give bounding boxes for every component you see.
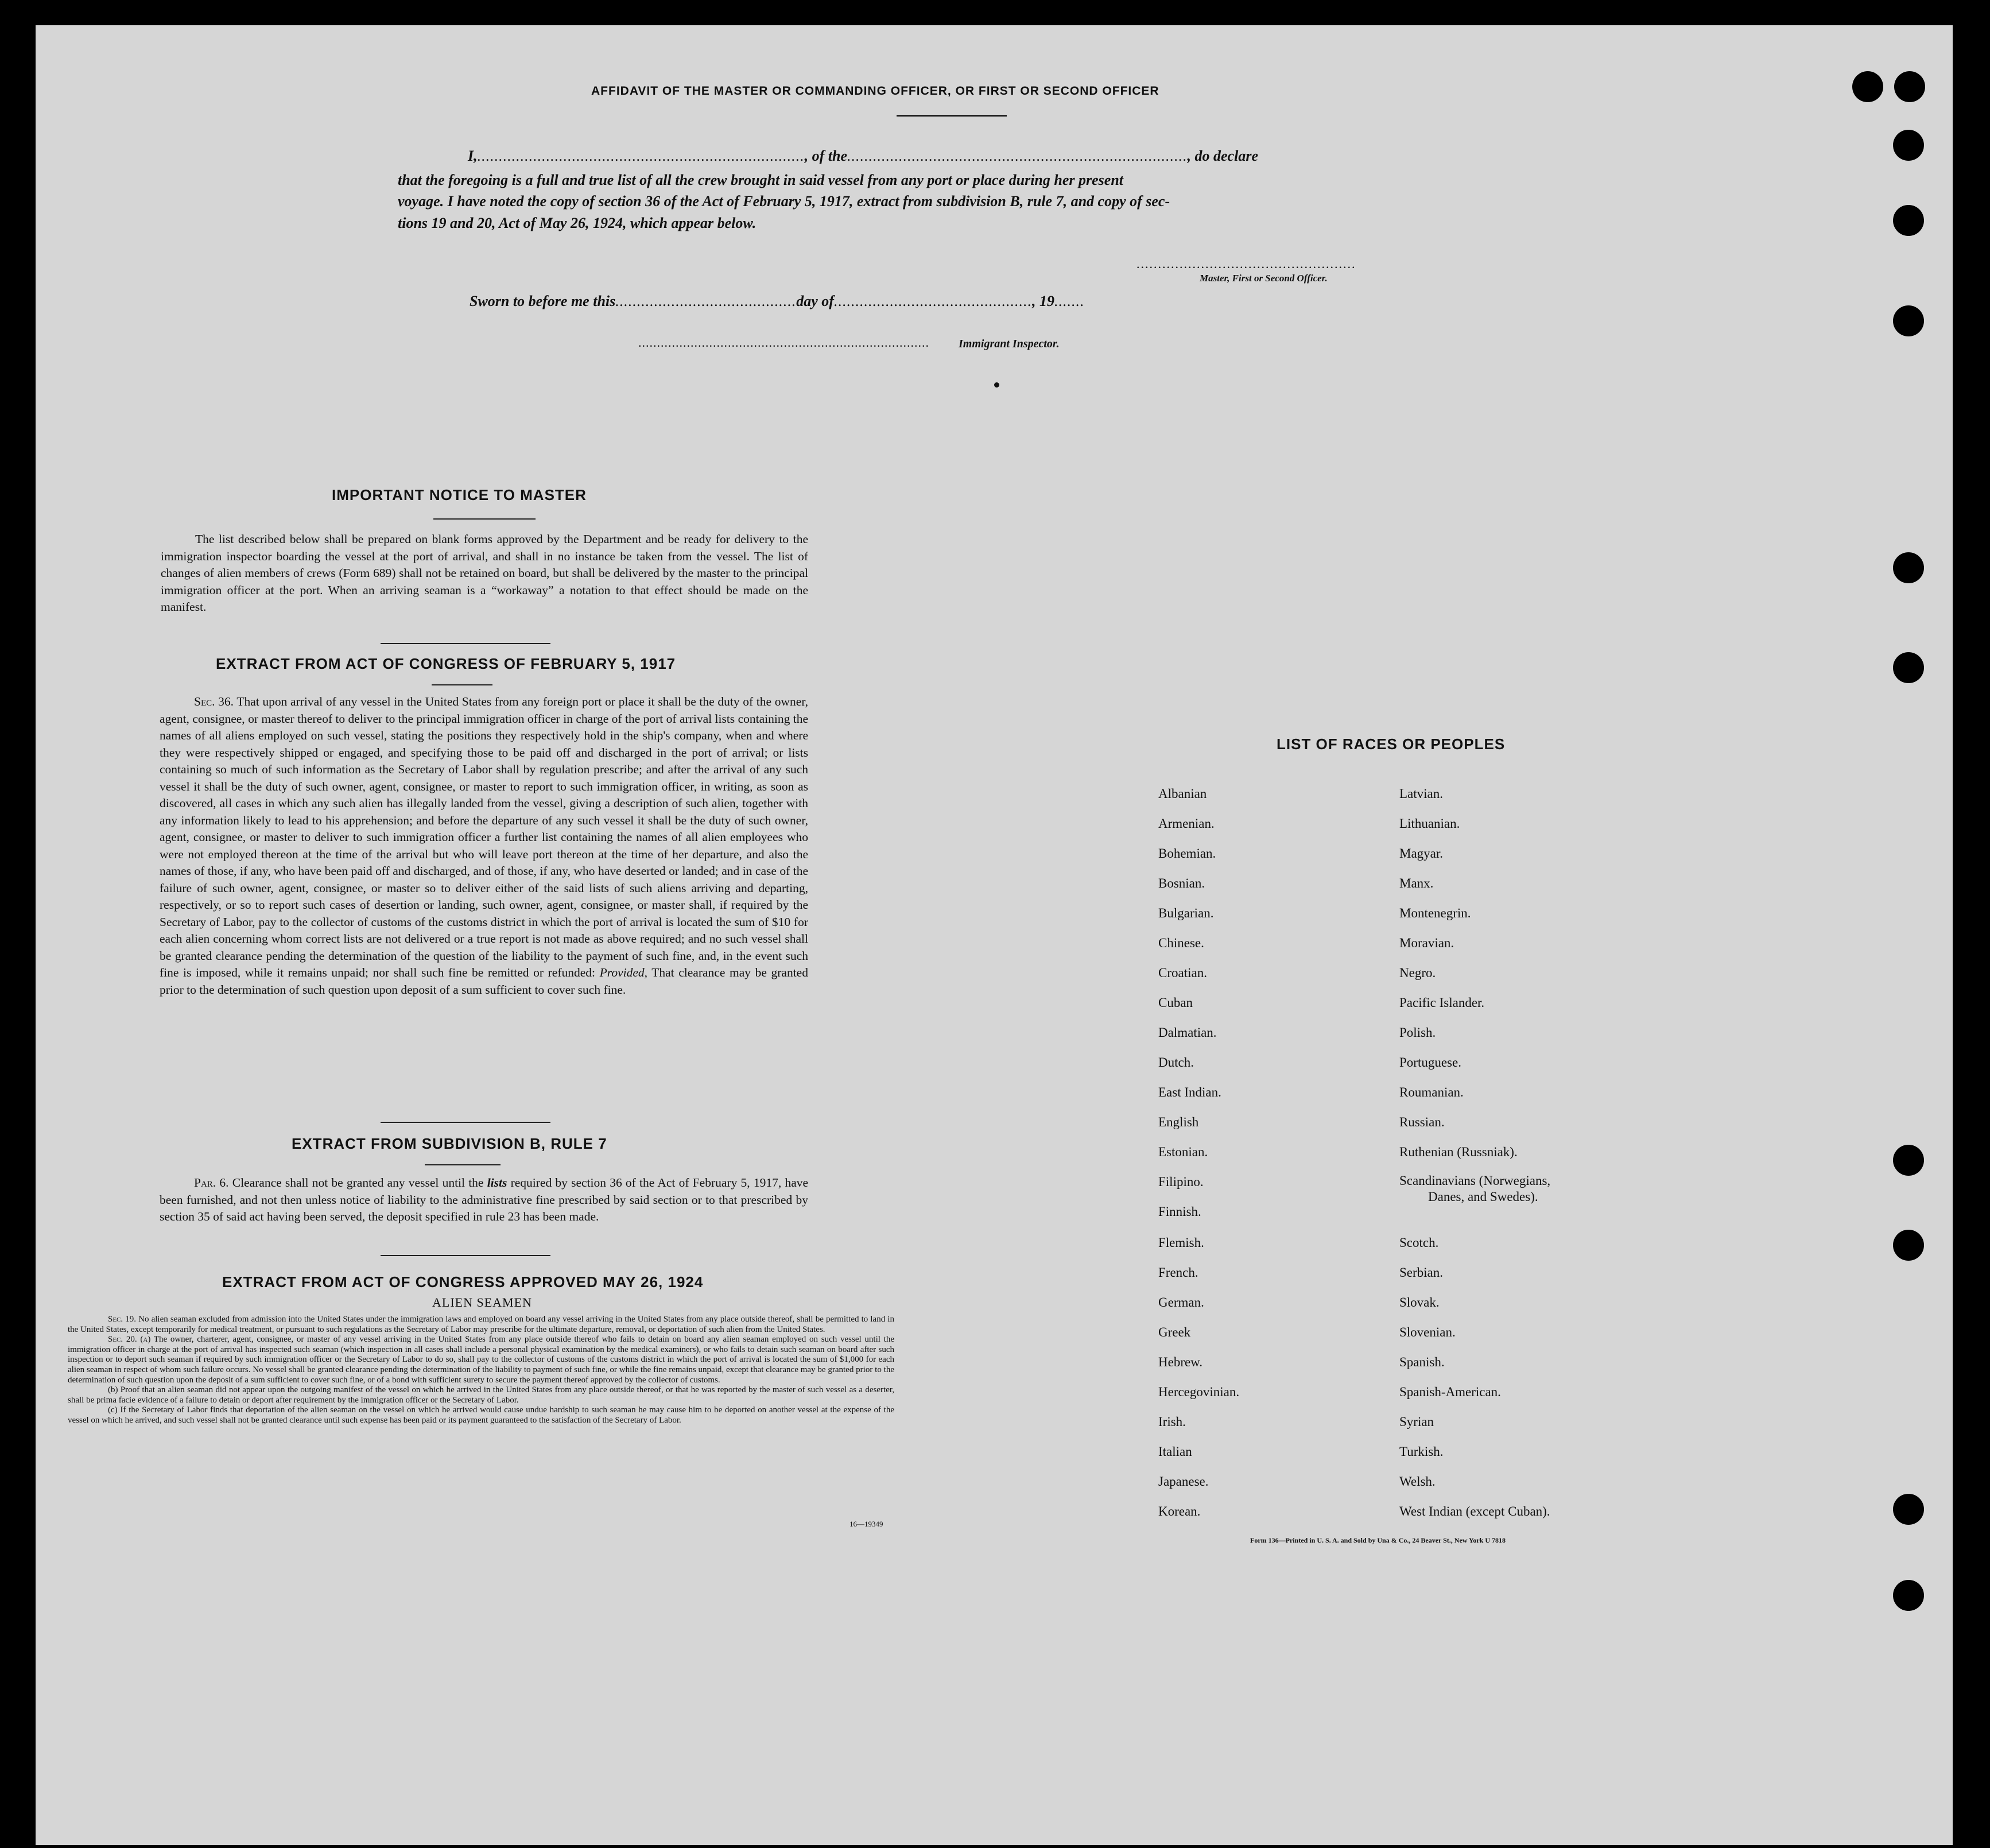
race-item: Flemish. (1158, 1235, 1204, 1250)
inspector-label: Immigrant Inspector. (959, 338, 1060, 350)
affidavit-line-2: that the foregoing is a full and true list of all the crew brought in said vessel from any port or place during her present (398, 172, 1124, 188)
punch-hole (1893, 1230, 1924, 1261)
sec-20b-text: Proof that an alien seaman did not appear upon the outgoing manifest of the vessel on which he arrived in the United States from any place outside thereof, or that he was reported by the master of such vessel as a deserter, shall be prima facie evidence of a failure to detain or deport after requirement by the immigration officer or the Secretary of Labor. (68, 1385, 895, 1405)
race-item: Pacific Islander. (1399, 995, 1485, 1010)
race-item: Slovenian. (1399, 1325, 1456, 1339)
race-item: Japanese. (1158, 1474, 1209, 1489)
race-item: Roumanian. (1399, 1085, 1464, 1099)
section-divider (381, 1122, 550, 1123)
extract-1917-title: EXTRACT FROM ACT OF CONGRESS OF FEBRUARY 5, 1917 (216, 655, 676, 672)
sec-20b-label: (b) (108, 1385, 118, 1395)
race-item: Albanian (1158, 787, 1207, 801)
print-code: 16—19349 (849, 1520, 883, 1528)
subdivision-b-title-rule (425, 1164, 501, 1165)
punch-hole (1894, 71, 1925, 102)
race-item: Danes, and Swedes). (1428, 1190, 1538, 1204)
race-item: English (1158, 1115, 1199, 1129)
affidavit-title: AFFIDAVIT OF THE MASTER OR COMMANDING OFFICER, OR FIRST OR SECOND OFFICER (591, 84, 1159, 98)
race-item: Manx. (1399, 876, 1434, 890)
race-item: Spanish. (1399, 1355, 1445, 1369)
race-item: Italian (1158, 1444, 1192, 1459)
punch-hole (1893, 1494, 1924, 1525)
vessel-name-field[interactable]: ............................................................................... (847, 148, 1188, 164)
extract-1924-body (68, 1315, 894, 1426)
punch-hole (1893, 305, 1924, 336)
sec-20a-paragraph (68, 1335, 894, 1385)
do-declare-label: , do declare (1187, 148, 1258, 164)
lists-word: lists (487, 1176, 507, 1190)
form-footer: Form 136—Printed in U. S. A. and Sold by Una & Co., 24 Beaver St., New York U 7818 (1250, 1536, 1506, 1544)
race-item: Korean. (1158, 1504, 1201, 1518)
sec-20c-text: If the Secretary of Labor finds that deportation of the alien seaman on the vessel on which he arrived would cause undue hardship to such seaman he may cause him to be deported on another vessel at the expense of the vessel on which he arrived, and such vessel shall not be granted clearance until such expense has been paid or its payment guaranteed to the satisfaction of the Secretary of Labor. (68, 1405, 895, 1425)
extract-1917-body (160, 694, 808, 998)
races-title: LIST OF RACES OR PEOPLES (1277, 735, 1506, 753)
race-item: Magyar. (1399, 846, 1444, 861)
affidavit-title-rule (897, 115, 1007, 117)
subdivision-b-body (160, 1175, 808, 1226)
affidavit-line-1 (468, 148, 1258, 165)
sec-20c-label: (c) (108, 1405, 118, 1415)
alien-seamen-subtitle: ALIEN SEAMEN (432, 1295, 532, 1310)
sworn-line (470, 293, 1084, 310)
subdivision-b-title: EXTRACT FROM SUBDIVISION B, RULE 7 (292, 1135, 607, 1152)
race-item: Scandinavians (Norwegians, (1399, 1173, 1551, 1188)
affidavit-line-4: tions 19 and 20, Act of May 26, 1924, which appear below. (398, 215, 757, 231)
race-item: Dutch. (1158, 1055, 1194, 1070)
race-item: Dalmatian. (1158, 1025, 1217, 1040)
race-item: Latvian. (1399, 787, 1443, 801)
sworn-month-field[interactable]: .............................................. (833, 293, 1032, 309)
sec-36-label: Sec. 36. (194, 695, 234, 708)
par-6-label: Par. 6. (194, 1176, 229, 1190)
race-item: Bulgarian. (1158, 906, 1214, 920)
punch-hole (1893, 205, 1924, 236)
race-item: Greek (1158, 1325, 1191, 1339)
provided-label: Provided, (599, 966, 648, 979)
notice-title-rule (433, 518, 536, 520)
race-item: Welsh. (1399, 1474, 1436, 1489)
sworn-day-field[interactable]: .......................................... (615, 293, 797, 309)
extract-1924-title: EXTRACT FROM ACT OF CONGRESS APPROVED MAY 26, 1924 (222, 1273, 704, 1291)
declarant-name-field[interactable]: ............................................................................ (477, 148, 805, 164)
sec-19-label: Sec. 19. (108, 1315, 137, 1324)
affidavit-line-3: voyage. I have noted the copy of section 36 of the Act of February 5, 1917, extract from subdivision B, rule 7, and copy of sec- (398, 193, 1170, 210)
punch-hole (1893, 652, 1924, 683)
race-item: Cuban (1158, 995, 1193, 1010)
race-item: Negro. (1399, 966, 1436, 980)
race-item: Armenian. (1158, 816, 1215, 831)
sworn-label: Sworn to before me this (470, 293, 616, 309)
race-item: Filipino. (1158, 1175, 1204, 1189)
of-the-label: , of the (804, 148, 848, 164)
race-item: Finnish. (1158, 1204, 1201, 1219)
declarant-i: I, (468, 148, 478, 164)
sec-19-paragraph (68, 1315, 894, 1335)
race-item: Russian. (1399, 1115, 1445, 1129)
signature-label: Master, First or Second Officer. (1200, 273, 1328, 284)
race-item: Lithuanian. (1399, 816, 1460, 831)
par-6-text-a: Clearance shall not be granted any vessel until the (232, 1176, 484, 1190)
sec-19-text: No alien seaman excluded from admission into the United States under the immigration laws and employed on board any vessel arriving in the United States from any place outside thereof, shall be permitted to land in the United States, except temporarily for medical treatment, or pursuant to such regulations as the Secretary of Labor may prescribe for the ultimate departure, removal, or deportation of such alien from the United States. (68, 1315, 894, 1334)
race-item: Slovak. (1399, 1295, 1440, 1310)
race-item: East Indian. (1158, 1085, 1221, 1099)
race-item: German. (1158, 1295, 1204, 1310)
par-6-text-b: required by section 36 of the Act of February 5, 1917, have been furnished, and not then unless notice of liability to the administrative fine prescribed by said section or to that prescribed by section 35 of said act having been served, the deposit specified in rule 23 has been made. (160, 1176, 809, 1223)
race-item: Croatian. (1158, 966, 1207, 980)
race-item: Syrian (1399, 1415, 1434, 1429)
section-divider (381, 1255, 550, 1256)
race-item: West Indian (except Cuban). (1399, 1504, 1550, 1518)
sec-20-label: Sec. 20. (a) (108, 1335, 151, 1345)
race-item: Moravian. (1399, 936, 1454, 950)
sec-36-text-end: That clearance may be granted prior to the determination of such question upon deposit of a sum sufficient to cover such fine. (160, 966, 808, 997)
extract-1917-title-rule (432, 684, 492, 685)
race-item: Montenegrin. (1399, 906, 1471, 920)
race-item: Turkish. (1399, 1444, 1444, 1459)
punch-hole (1893, 1580, 1924, 1611)
race-item: Estonian. (1158, 1145, 1208, 1159)
notice-body (161, 531, 808, 616)
sec-20b-paragraph (68, 1385, 894, 1405)
sec-36-text: That upon arrival of any vessel in the United States from any foreign port or place it shall be the duty of the owner, agent, consignee, or master thereof to deliver to the principal immigration officer in charge of the port of arrival lists containing the names of all aliens employed on such vessel, stating the positions they respectively hold in the ship's company, when and where they were respectively shipped or engaged, and specifying those to be paid off and discharged in the port of arrival; or lists containing so much of such information as the Secretary of Labor shall by regulation prescribe; and after the arrival of any such vessel it shall be the duty of such owner, agent, consignee, or master to report to such immigration officer, in writing, as soon as discovered, all cases in which any such alien has illegally landed from the vessel, giving a description of such alien, together with any information likely to lead to his apprehension; and before the departure of any such vessel it shall be the duty of such owner, agent, consignee, or master to deliver to such immigration officer a further list containing the names of all alien employees who were not employed thereon at the time of the arrival but who will leave port thereon at the time of her departure, and also the names of those, if any, who have been paid off and discharged, and of those, if any, who have deserted or landed; and in case of the failure of such owner, agent, consignee, or master so to deliver either of the said lists of such aliens arriving and departing, respectively, or so to report such cases of desertion or landing, such owner, agent, consignee, or master shall, if required by the Secretary of Labor, pay to the collector of customs of the customs district in which the port of arrival is located the sum of $10 for each alien concerning whom correct lists are not delivered or a true report is not made as above required; and no such vessel shall be granted clearance pending the determination of the question of the liability to the payment of such fine, and, in the event such fine is imposed, while it remains unpaid; nor shall such fine be remitted or refunded: (160, 695, 808, 979)
sworn-year-field[interactable]: ....... (1054, 293, 1085, 309)
dot-mark (994, 382, 999, 388)
year-label: , 19 (1031, 293, 1054, 309)
race-item: Hebrew. (1158, 1355, 1203, 1369)
race-item: Scotch. (1399, 1235, 1439, 1250)
race-item: Hercegovinian. (1158, 1385, 1240, 1399)
race-item: Serbian. (1399, 1265, 1444, 1280)
race-item: Chinese. (1158, 936, 1204, 950)
sec-20a-text: The owner, charterer, agent, consignee, or master of any vessel arriving in the United States from any place outside thereof who fails to detain on board any alien seaman employed on such vessel until the immigration officer in charge at the port of arrival has inspected such seaman (which inspection in all cases shall include a personal physical examination by the medical examiners), or who fails to detain such seaman on board after such inspection or to deport such seaman if required by such immigration officer or the Secretary of Labor to do so, shall pay to the collector of customs of the customs district in which the port of arrival is located the sum of $1,000 for each alien seaman in respect of whom such failure occurs. No vessel shall be granted clearance pending the determination of the liability to payment of such fine, or while the fine remains unpaid, except that clearance may be granted prior to the determination of such question upon the deposit of a sum sufficient to cover such fine, or of a bond with sufficient surety to secure the payment thereof approved by the collector of customs. (68, 1335, 894, 1385)
notice-title: IMPORTANT NOTICE TO MASTER (332, 486, 587, 503)
race-item: Bohemian. (1158, 846, 1216, 861)
race-item: Irish. (1158, 1415, 1186, 1429)
race-item: French. (1158, 1265, 1198, 1280)
punch-hole (1852, 71, 1883, 102)
signature-field[interactable]: ................................................... (1136, 257, 1356, 271)
punch-hole (1893, 1145, 1924, 1176)
sec-20c-paragraph (68, 1405, 894, 1425)
race-item: Ruthenian (Russniak). (1399, 1145, 1518, 1159)
race-item: Polish. (1399, 1025, 1436, 1040)
day-of-label: day of (796, 293, 834, 309)
race-item: Bosnian. (1158, 876, 1205, 890)
inspector-signature-field[interactable]: .............................................................................. (638, 335, 929, 350)
punch-hole (1893, 552, 1924, 583)
section-divider (381, 643, 550, 644)
race-item: Spanish-American. (1399, 1385, 1501, 1399)
race-item: Portuguese. (1399, 1055, 1461, 1070)
punch-hole (1893, 130, 1924, 161)
notice-text: The list described below shall be prepared on blank forms approved by the Department and be ready for delivery to the immigration inspector boarding the vessel at the port of arrival, and shall in no instance be taken from the vessel. The list of changes of alien members of crews (Form 689) shall not be retained on board, but shall be delivered by the master to the principal immigration officer at the port. When an arriving seaman is a “workaway” a notation to that effect should be made on the manifest. (161, 532, 808, 614)
